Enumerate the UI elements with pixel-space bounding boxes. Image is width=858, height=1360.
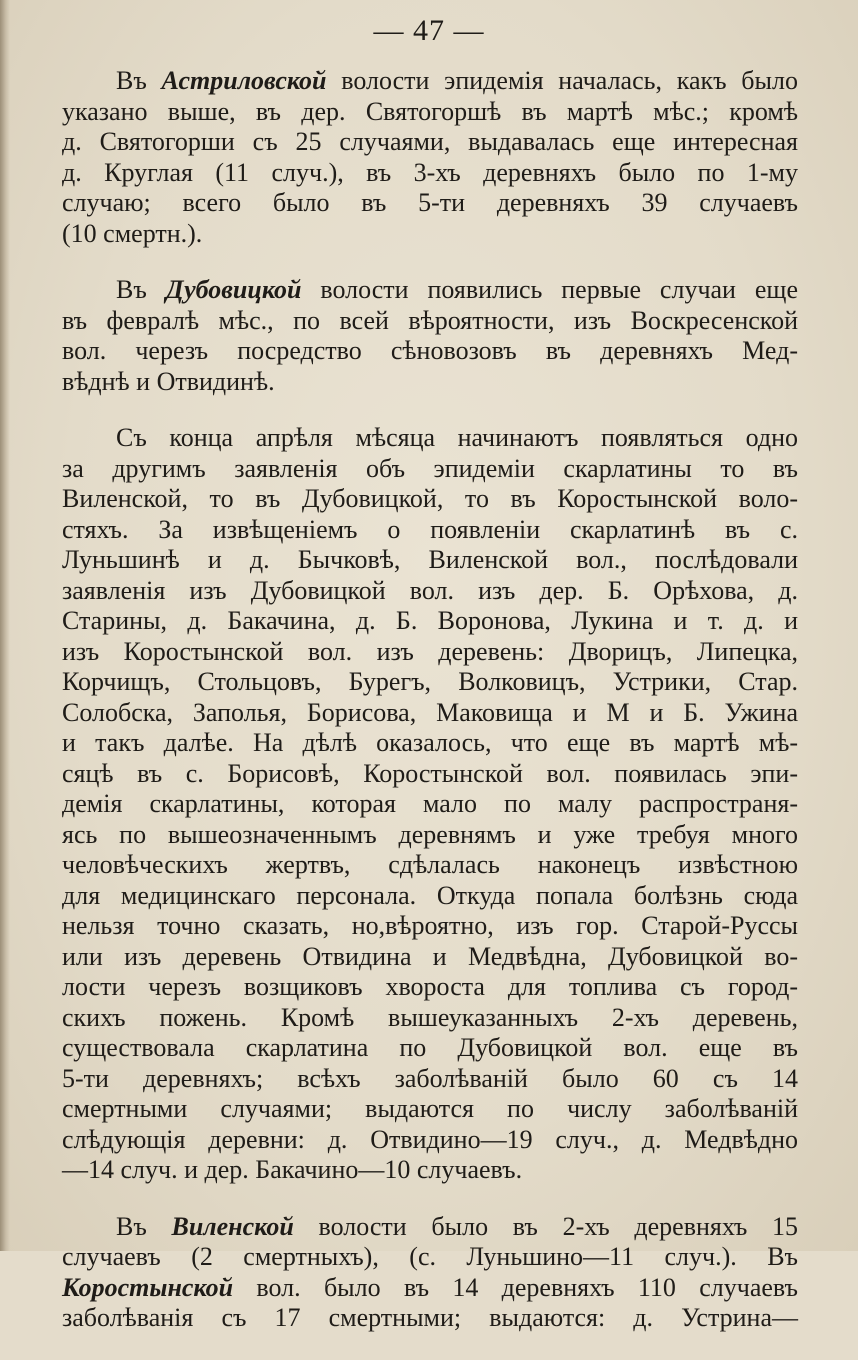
text-line: въ февралѣ мѣс., по всей вѣроятности, изъ Воскресенской [62,305,798,335]
text-line: скихъ пожень. Кромѣ вышеуказанныхъ 2-хъ деревень, [62,1002,798,1032]
text-line: Луньшинѣ и д. Бычковѣ, Виленской вол., послѣдовали [62,545,798,574]
volost-name: Дубовицкой [165,275,302,304]
text-line: Виленской, то въ Дубовицкой, то въ Коростынской воло- [62,484,798,513]
text-line: для медицинскаго персонала. Откуда попала болѣзнь сюда [62,880,798,910]
text-line: нельзя точно сказать, но,вѣроятно, изъ гор. Старой-Руссы [62,911,798,940]
text-line: д. Святогорши съ 25 случаями, выдавалась еще интересная [62,127,798,156]
text-line: —14 случ. и дер. Бакачино—10 случаевъ. [62,1155,523,1184]
text-line: Солобска, Заполья, Борисова, Маковища и М и Б. Ужина [62,697,798,727]
text-line: или изъ деревень Отвидина и Медвѣдна, Дубовицкой во- [62,941,798,971]
text-line: Коростынской вол. было въ 14 деревняхъ 110 случаевъ [62,1272,798,1302]
text-line: Корчищъ, Стольцовъ, Бурегъ, Волковицъ, Устрики, Стар. [62,667,798,696]
text-line: случаю; всего было въ 5-ти деревняхъ 39 случаевъ [62,188,798,217]
text-line: Въ Виленской волости было въ 2-хъ деревняхъ 15 [116,1211,798,1241]
text-line: случаевъ (2 смертныхъ), (с. Луньшино—11 случ.). Въ [62,1242,798,1271]
text-line: человѣческихъ жертвъ, сдѣлалась наконецъ извѣстною [62,850,798,879]
text-line: вол. черезъ посредство сѣновозовъ въ деревняхъ Мед- [62,336,798,365]
text-line: существовала скарлатина по Дубовицкой вол. еще въ [62,1033,798,1062]
text-line: сяцѣ въ с. Борисовѣ, Коростынской вол. появилась эпи- [62,758,798,788]
paragraph-april-reports [62,423,798,1186]
text-line: слѣдующія деревни: д. Отвидино—19 случ., д. Медвѣдно [62,1124,798,1154]
text-line: Старины, д. Бакачина, д. Б. Воронова, Лукина и т. д. и [62,606,798,635]
text-line: изъ Коростынской вол. изъ деревень: Дворицъ, Липецка, [62,636,798,666]
text-line: указано выше, въ дер. Святогоршѣ въ мартѣ мѣс.; кромѣ [62,96,798,126]
text-line: лости черезъ возщиковъ хвороста для топлива съ город- [62,972,798,1001]
volost-name: Виленской [171,1211,294,1241]
text-line: 5-ти деревняхъ; всѣхъ заболѣваній было 60 съ 14 [62,1063,798,1093]
page-edge-shadow [0,0,10,1251]
page-number: — 47 — [373,14,485,47]
text-line: (10 смертн.). [62,218,203,248]
body-text [62,66,798,1360]
text-line: смертными случаями; выдаются по числу заболѣваній [62,1094,798,1123]
paragraph-vilenskaya [62,1212,798,1334]
paragraph-astrilovskaya [62,66,798,249]
text-line: стяхъ. За извѣщеніемъ о появленіи скарлатинѣ въ с. [62,514,798,544]
text-line: Съ конца апрѣля мѣсяца начинаютъ появляться одно [116,423,798,452]
volost-name: Астриловской [161,66,327,95]
text-line: ясь по вышеозначеннымъ деревнямъ и уже требуя много [62,819,798,849]
text-line: за другимъ заявленія объ эпидеміи скарлатины то въ [62,453,798,483]
text-line: заявленія изъ Дубовицкой вол. изъ дер. Б. Орѣхова, д. [62,575,798,605]
text-line: Въ Астриловской волости эпидемія началась, какъ было [116,66,798,95]
text-line: Въ Дубовицкой волости появились первые случаи еще [116,275,798,304]
volost-name: Коростынской [62,1272,234,1302]
text-line: заболѣванія съ 17 смертными; выдаются: д. Устрина— [62,1303,798,1332]
paragraph-dubovitskaya [62,275,798,397]
text-line: демія скарлатины, которая мало по малу распространя- [62,789,798,818]
text-line: вѣднѣ и Отвидинѣ. [62,366,275,396]
text-line: и такъ далѣе. На дѣлѣ оказалось, что еще въ мартѣ мѣ- [62,728,798,757]
text-line: д. Круглая (11 случ.), въ 3-хъ деревняхъ было по 1-му [62,157,798,187]
